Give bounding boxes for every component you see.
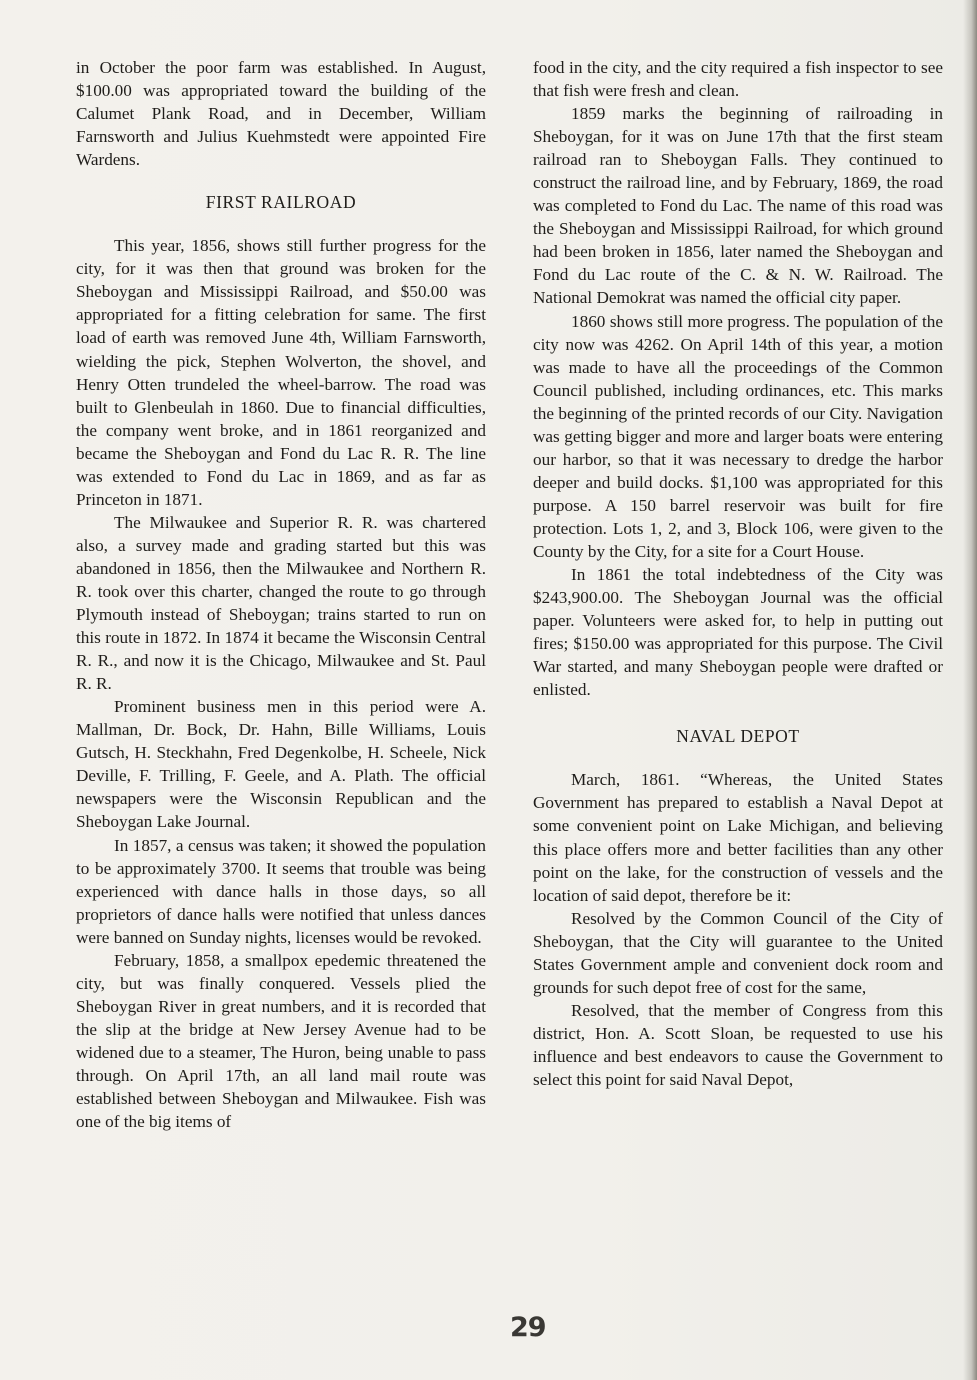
right-paragraph-6: Resolved by the Common Council of the City of Sheboygan, that the City will guarantee to the United States Government ample and convenient dock room and grounds for such depot free of cost for the same, [533,908,943,997]
section-heading-first-railroad: FIRST RAILROAD [205,192,357,213]
left-paragraph-5: In 1857, a census was taken; it showed the population to be approximately 3700. It seems that trouble was being experienced with dance halls in those days, so all proprietors of dance halls were notified that unless dances were banned on Sunday nights, licenses would be revoked. [76,835,486,947]
right-paragraph-3: 1860 shows still more progress. The population of the city now was 4262. On April 14th of this year, a motion was made to have all the proceedings of the Common Council published, including ordinances, etc. This marks the beginning of the printed records of our City. Navigation was getting bigger and more and larger boats were entering our harbor, so that it was necessary to dredge the harbor deeper and build docks. $1,100 was appropriated for this purpose. A 150 barrel reservoir was built for fire protection. Lots 1, 2, and 3, Block 106, were given to the County by the City, for a site for a Court House. [533,311,943,561]
right-paragraph-4: In 1861 the total indebtedness of the City was $243,900.00. The Sheboygan Journal was the official paper. Volunteers were asked for, to help in putting out fires; $150.00 was appropriated for this purpose. The Civil War started, and many Sheboygan people were drafted or enlisted. [533,565,943,700]
page-number: 29 [510,1312,546,1343]
right-paragraph-7: Resolved, that the member of Congress from this district, Hon. A. Scott Sloan, be requested to use his influence and best endeavors to cause the Government to select this point for said Naval Depot, [533,1000,943,1089]
left-paragraph-4: Prominent business men in this period were A. Mallman, Dr. Bock, Dr. Hahn, Bille Williams, Louis Gutsch, H. Steckhahn, Fred Degenkolbe, H. Scheele, Nick Deville, F. Trilling, F. Geele, and A. Plath. The official newspapers were the Wisconsin Republican and the Sheboygan Lake Journal. [76,697,486,832]
right-paragraph-2: 1859 marks the beginning of railroading in Sheboygan, for it was on June 17th that the first steam railroad ran to Sheboygan Falls. They continued to construct the railroad line, and by February, 1869, the road was completed to Fond du Lac. The name of this road was the Sheboygan and Mississippi Railroad, for which ground had been broken in 1856, later named the Sheboygan and Fond du Lac route of the C. & N. W. Railroad. The National Demokrat was named the official city paper. [533,104,943,308]
left-paragraph-6: February, 1858, a smallpox epedemic threatened the city, but was finally conquered. Vessels plied the Sheboygan River in great numbers, and it is recorded that the slip at the bridge at New Jersey Avenue had to be widened due to a steamer, The Huron, being unable to pass through. On April 17th, an all land mail route was established between Sheboygan and Milwaukee. Fish was one of the big items of [76,950,486,1132]
right-column [533,56,943,1091]
right-paragraph-5: March, 1861. “Whereas, the United States Government has prepared to establish a Naval Depot at some convenient point on Lake Michigan, and believing this place offers more and better facilities than any other point on the lake, for the construction of vessels and the location of said depot, therefore be it: [533,770,943,905]
left-paragraph-3: The Milwaukee and Superior R. R. was chartered also, a survey made and grading started but this was abandoned in 1856, then the Milwaukee and Northern R. R. took over this charter, changed the route to go through Plymouth instead of Sheboygan; trains started to run on this route in 1872. In 1874 it became the Wisconsin Central R. R., and now it is the Chicago, Milwaukee and St. Paul R. R. [76,512,486,694]
right-paragraph-1: food in the city, and the city required a fish inspector to see that fish were fresh and clean. [533,58,943,101]
left-paragraph-1: in October the poor farm was established. In August, $100.00 was appropriated toward the building of the Calumet Plank Road, and in December, William Farnsworth and Julius Kuehmstedt were appointed Fire Wardens. [76,58,486,170]
left-column [76,56,486,1133]
section-heading-naval-depot: NAVAL DEPOT [676,726,800,747]
left-paragraph-2: This year, 1856, shows still further progress for the city, for it was then that ground was broken for the Sheboygan and Mississippi Railroad, and $50.00 was appropriated for a fitting celebration for same. The first load of earth was removed June 4th, William Farnsworth, wielding the pick, Stephen Wolverton, the shovel, and Henry Otten trundeled the wheel-barrow. The road was built to Glenbeulah in 1860. Due to financial difficulties, the company went broke, and in 1861 reorganized and became the Sheboygan and Fond du Lac R. R. The line was extended to Fond du Lac in 1869, and as far as Princeton in 1871. [76,236,486,509]
page-edge-shadow [963,0,977,1380]
